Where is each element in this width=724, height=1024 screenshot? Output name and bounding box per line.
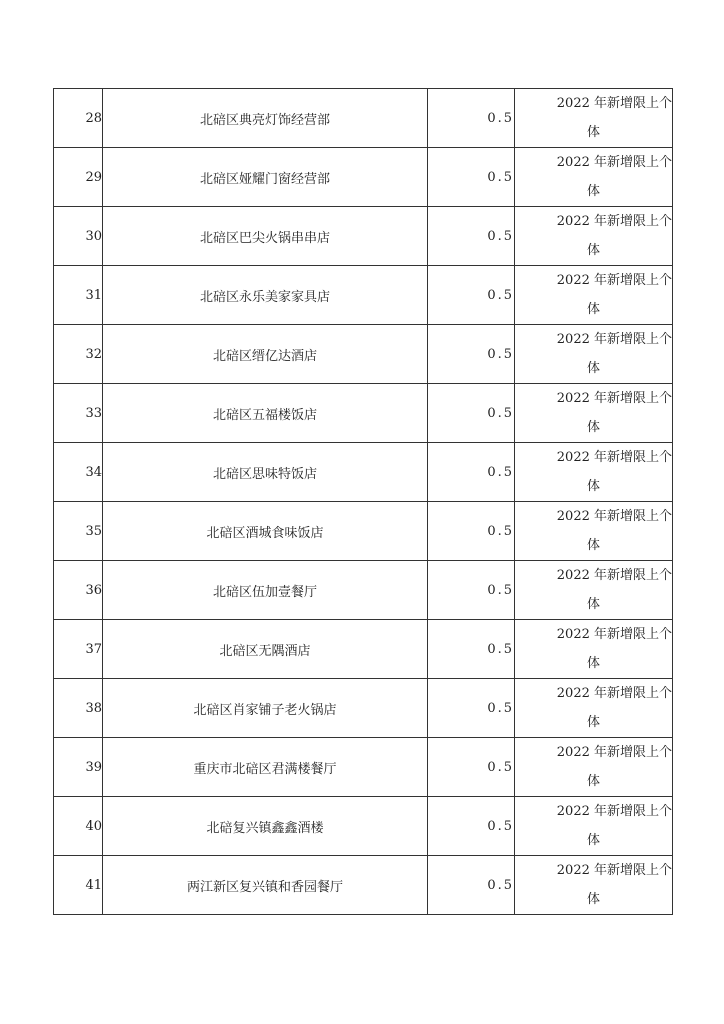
- note: [515, 89, 673, 148]
- row-number: 34: [54, 443, 103, 502]
- enterprise-name: 北碚区巴尖火锅串串店: [103, 207, 428, 266]
- note: [515, 148, 673, 207]
- enterprise-name: 北碚区伍加壹餐厅: [103, 561, 428, 620]
- row-number: 32: [54, 325, 103, 384]
- note-line1: 2022 年新增限上个: [556, 273, 672, 288]
- note-line1: 2022 年新增限上个: [556, 745, 672, 760]
- note: [515, 266, 673, 325]
- note: [515, 797, 673, 856]
- table-row: [54, 207, 673, 266]
- note-line1: 2022 年新增限上个: [556, 863, 672, 878]
- note-line2: 体: [586, 302, 600, 317]
- note-line2: 体: [586, 892, 600, 907]
- table-row: [54, 266, 673, 325]
- enterprise-name: 北碚区肖家铺子老火锅店: [103, 679, 428, 738]
- row-number: 31: [54, 266, 103, 325]
- table-row: [54, 620, 673, 679]
- amount: 0.5: [428, 620, 515, 679]
- note-line1: 2022 年新增限上个: [556, 450, 672, 465]
- note-line2: 体: [586, 243, 600, 258]
- note-line1: 2022 年新增限上个: [556, 568, 672, 583]
- row-number: 35: [54, 502, 103, 561]
- note: [515, 679, 673, 738]
- amount: 0.5: [428, 148, 515, 207]
- amount: 0.5: [428, 502, 515, 561]
- note-line2: 体: [586, 479, 600, 494]
- enterprise-table: [53, 88, 673, 915]
- row-number: 36: [54, 561, 103, 620]
- enterprise-name: 北碚区酒城食味饭店: [103, 502, 428, 561]
- row-number: 38: [54, 679, 103, 738]
- row-number: 30: [54, 207, 103, 266]
- note: [515, 502, 673, 561]
- table-row: [54, 797, 673, 856]
- table-row: [54, 325, 673, 384]
- row-number: 40: [54, 797, 103, 856]
- enterprise-name: 北碚区缙亿达酒店: [103, 325, 428, 384]
- table-row: [54, 384, 673, 443]
- note-line1: 2022 年新增限上个: [556, 627, 672, 642]
- note-line1: 2022 年新增限上个: [556, 96, 672, 111]
- enterprise-name: 北碚区思味特饭店: [103, 443, 428, 502]
- amount: 0.5: [428, 738, 515, 797]
- table-row: [54, 561, 673, 620]
- enterprise-name: 两江新区复兴镇和香园餐厅: [103, 856, 428, 915]
- enterprise-name: 北碚区永乐美家家具店: [103, 266, 428, 325]
- row-number: 41: [54, 856, 103, 915]
- amount: 0.5: [428, 443, 515, 502]
- table-row: [54, 738, 673, 797]
- note-line2: 体: [586, 420, 600, 435]
- table-row: [54, 148, 673, 207]
- note-line2: 体: [586, 656, 600, 671]
- amount: 0.5: [428, 207, 515, 266]
- note-line2: 体: [586, 833, 600, 848]
- note: [515, 856, 673, 915]
- note: [515, 620, 673, 679]
- row-number: 37: [54, 620, 103, 679]
- note-line1: 2022 年新增限上个: [556, 214, 672, 229]
- note-line2: 体: [586, 538, 600, 553]
- amount: 0.5: [428, 679, 515, 738]
- enterprise-name: 北碚复兴镇鑫鑫酒楼: [103, 797, 428, 856]
- enterprise-name: 北碚区无隅酒店: [103, 620, 428, 679]
- note-line2: 体: [586, 597, 600, 612]
- enterprise-name: 北碚区娅耀门窗经营部: [103, 148, 428, 207]
- table-row: [54, 502, 673, 561]
- enterprise-name: 北碚区典亮灯饰经营部: [103, 89, 428, 148]
- row-number: 29: [54, 148, 103, 207]
- amount: 0.5: [428, 856, 515, 915]
- note-line1: 2022 年新增限上个: [556, 155, 672, 170]
- amount: 0.5: [428, 561, 515, 620]
- note: [515, 384, 673, 443]
- note-line2: 体: [586, 774, 600, 789]
- amount: 0.5: [428, 797, 515, 856]
- row-number: 33: [54, 384, 103, 443]
- amount: 0.5: [428, 384, 515, 443]
- table-row: [54, 679, 673, 738]
- amount: 0.5: [428, 89, 515, 148]
- note: [515, 443, 673, 502]
- table-row: [54, 856, 673, 915]
- enterprise-name: 北碚区五福楼饭店: [103, 384, 428, 443]
- table-row: [54, 89, 673, 148]
- note: [515, 325, 673, 384]
- note-line1: 2022 年新增限上个: [556, 391, 672, 406]
- row-number: 39: [54, 738, 103, 797]
- amount: 0.5: [428, 325, 515, 384]
- note-line1: 2022 年新增限上个: [556, 686, 672, 701]
- note: [515, 207, 673, 266]
- note-line1: 2022 年新增限上个: [556, 804, 672, 819]
- note: [515, 561, 673, 620]
- note-line1: 2022 年新增限上个: [556, 332, 672, 347]
- note-line2: 体: [586, 125, 600, 140]
- note-line2: 体: [586, 715, 600, 730]
- note-line2: 体: [586, 361, 600, 376]
- note-line2: 体: [586, 184, 600, 199]
- enterprise-name: 重庆市北碚区君满楼餐厅: [103, 738, 428, 797]
- row-number: 28: [54, 89, 103, 148]
- note: [515, 738, 673, 797]
- table-row: [54, 443, 673, 502]
- amount: 0.5: [428, 266, 515, 325]
- table-body: [54, 89, 673, 915]
- note-line1: 2022 年新增限上个: [556, 509, 672, 524]
